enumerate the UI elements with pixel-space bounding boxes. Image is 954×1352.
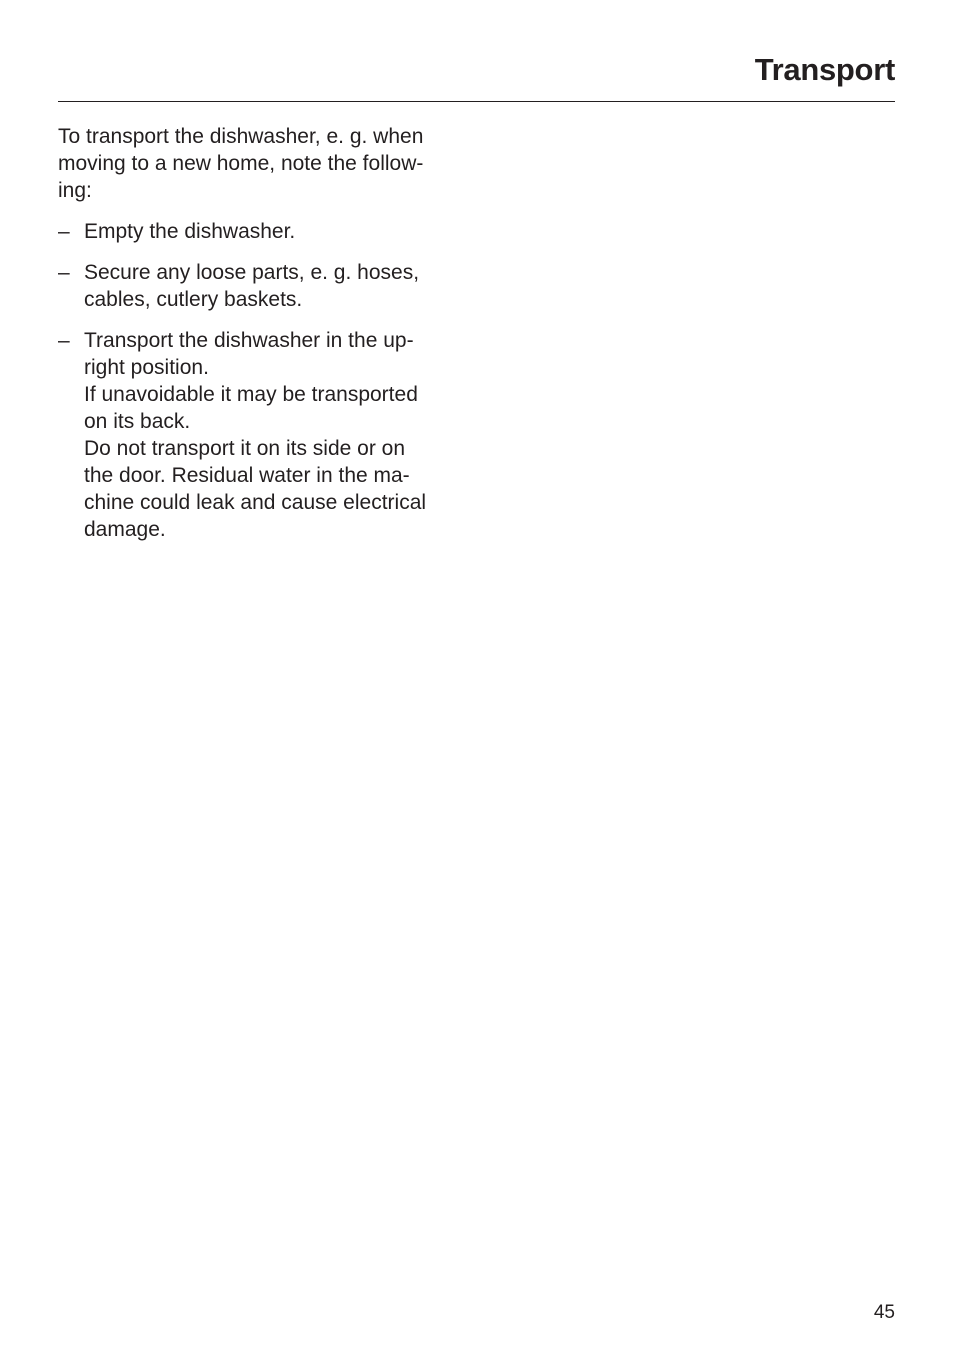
page-header bbox=[58, 48, 895, 102]
step-line: chine could leak and cause electrical bbox=[84, 491, 427, 514]
intro-line: To transport the dishwasher, e. g. when bbox=[58, 125, 424, 148]
step-line: right position. bbox=[84, 356, 209, 379]
list-item bbox=[58, 259, 478, 313]
intro-line: ing: bbox=[58, 179, 92, 202]
page-title: Transport bbox=[754, 52, 895, 87]
step-line: cables, cutlery baskets. bbox=[84, 288, 303, 311]
transport-steps-list bbox=[58, 218, 478, 543]
list-item bbox=[58, 218, 478, 245]
step-line: Empty the dishwasher. bbox=[84, 220, 296, 243]
step-line: Do not transport it on its side or on bbox=[84, 437, 405, 460]
dash-bullet: – bbox=[58, 220, 70, 243]
step-line: on its back. bbox=[84, 410, 191, 433]
list-item bbox=[58, 327, 478, 543]
step-line: the door. Residual water in the ma- bbox=[84, 464, 410, 487]
step-line: Transport the dishwasher in the up- bbox=[84, 329, 414, 352]
step-line: Secure any loose parts, e. g. hoses, bbox=[84, 261, 420, 284]
step-line: damage. bbox=[84, 518, 166, 541]
page-number: 45 bbox=[873, 1302, 895, 1323]
intro-paragraph bbox=[58, 123, 478, 204]
dash-bullet: – bbox=[58, 329, 70, 352]
main-content bbox=[58, 123, 478, 557]
dash-bullet: – bbox=[58, 261, 70, 284]
intro-line: moving to a new home, note the follow- bbox=[58, 152, 424, 175]
step-line: If unavoidable it may be transported bbox=[84, 383, 418, 406]
